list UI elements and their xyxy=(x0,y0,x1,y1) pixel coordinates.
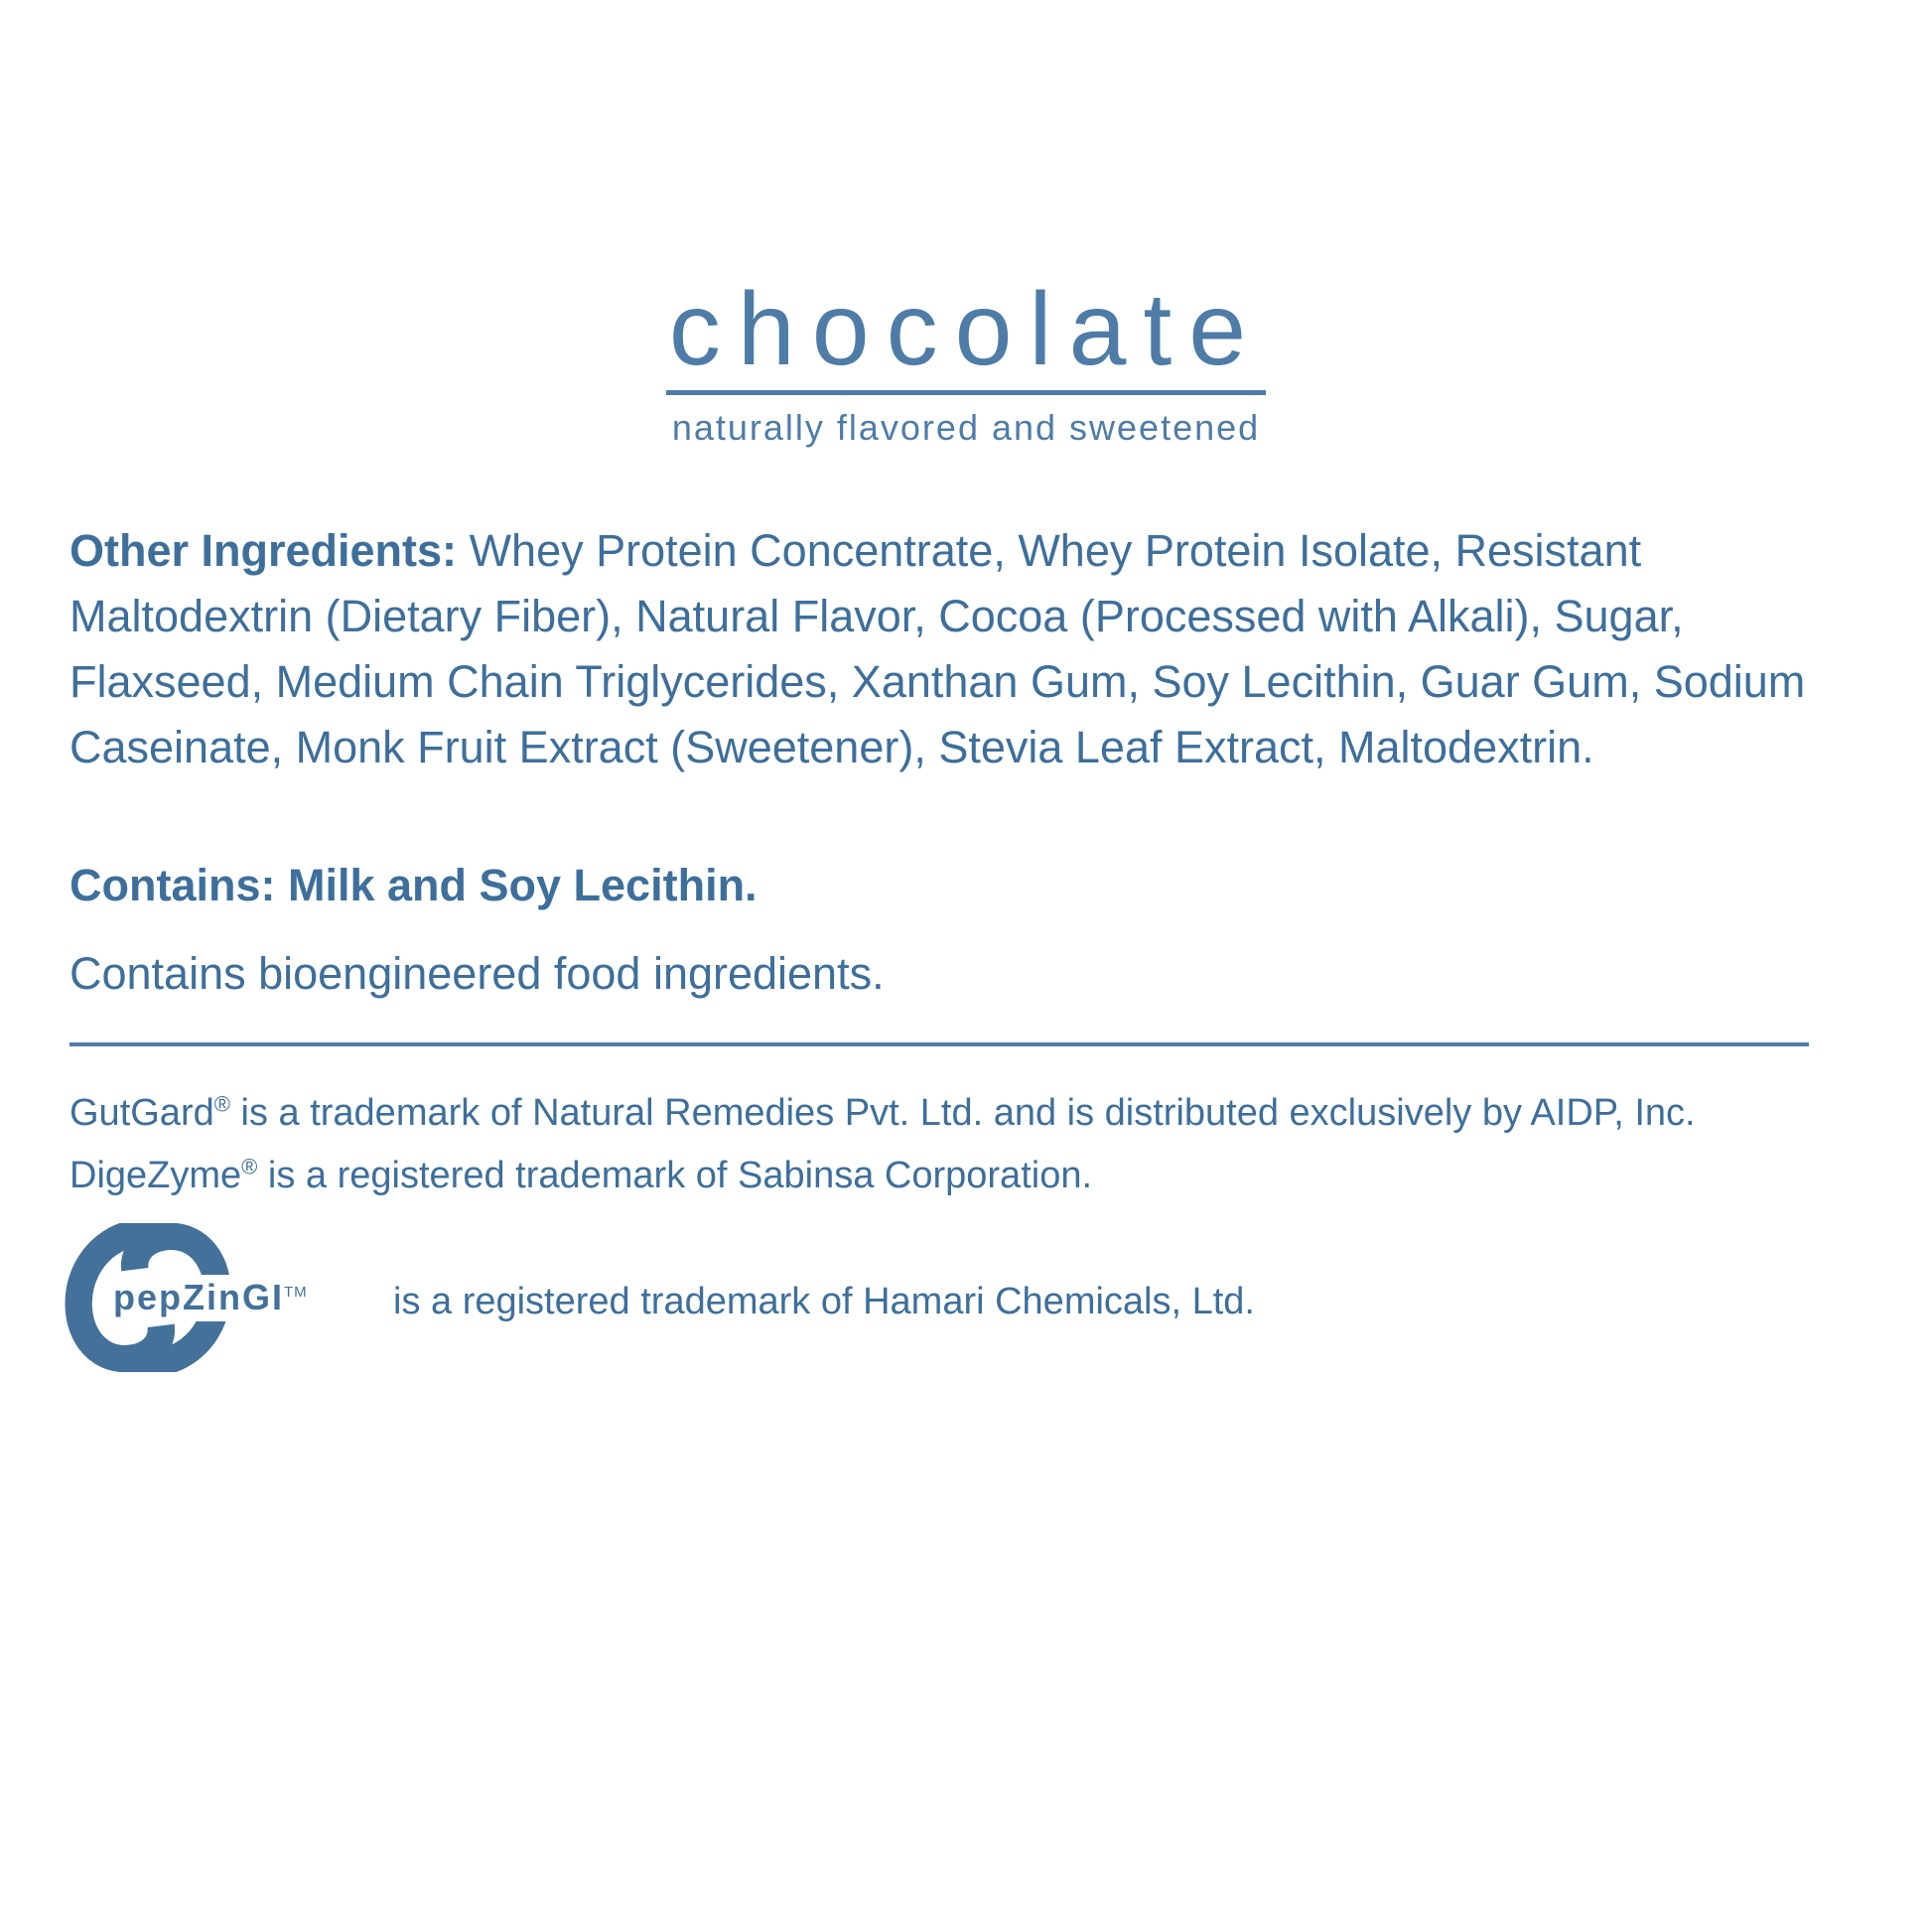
registered-mark-icon: ® xyxy=(213,1091,230,1117)
tm-mark-icon: TM xyxy=(284,1284,308,1301)
pepzin-trademark-text: is a registered trademark of Hamari Chemicals, Ltd. xyxy=(393,1281,1255,1322)
digezyme-trademark-line xyxy=(69,1155,1092,1197)
pepzin-wordmark-text: pepZinGI xyxy=(113,1277,284,1317)
pepzin-logo xyxy=(64,1223,308,1372)
gutgard-text: is a trademark of Natural Remedies Pvt. Ltd. and is distributed exclusively by AIDP, Inc. xyxy=(229,1092,1696,1134)
other-ingredients-body: Whey Protein Concentrate, Whey Protein Isolate, Resistant Maltodextrin (Dietary Fiber), Natural Flavor, Cocoa (Processed with Alkali), Sugar, Flaxseed, Medium Chain Triglycerides, Xanthan Gum, Soy Lecithin, Guar Gum, Sodium Caseinate, Monk Fruit Extract (Sweetener), Stevia Leaf Extract, Maltodextrin. xyxy=(69,525,1806,772)
title-underline xyxy=(666,390,1266,395)
gutgard-trademark-line xyxy=(69,1092,1696,1135)
digezyme-text: is a registered trademark of Sabinsa Corporation. xyxy=(257,1155,1093,1196)
pepzin-trademark-row xyxy=(64,1223,1255,1377)
other-ingredients-paragraph xyxy=(69,518,1829,780)
section-divider xyxy=(69,1042,1809,1046)
other-ingredients-label: Other Ingredients: xyxy=(69,525,458,576)
gutgard-brand: GutGard xyxy=(69,1092,214,1134)
flavor-title: chocolate xyxy=(668,272,1264,387)
pepzin-wordmark xyxy=(107,1275,314,1321)
flavor-tagline: naturally flavored and sweetened xyxy=(671,407,1261,449)
registered-mark-icon: ® xyxy=(241,1154,258,1179)
flavor-header xyxy=(0,272,1932,449)
allergen-contains-statement: Contains: Milk and Soy Lecithin. xyxy=(69,860,758,910)
digezyme-brand: DigeZyme xyxy=(69,1155,242,1196)
bioengineered-statement: Contains bioengineered food ingredients. xyxy=(69,948,885,999)
